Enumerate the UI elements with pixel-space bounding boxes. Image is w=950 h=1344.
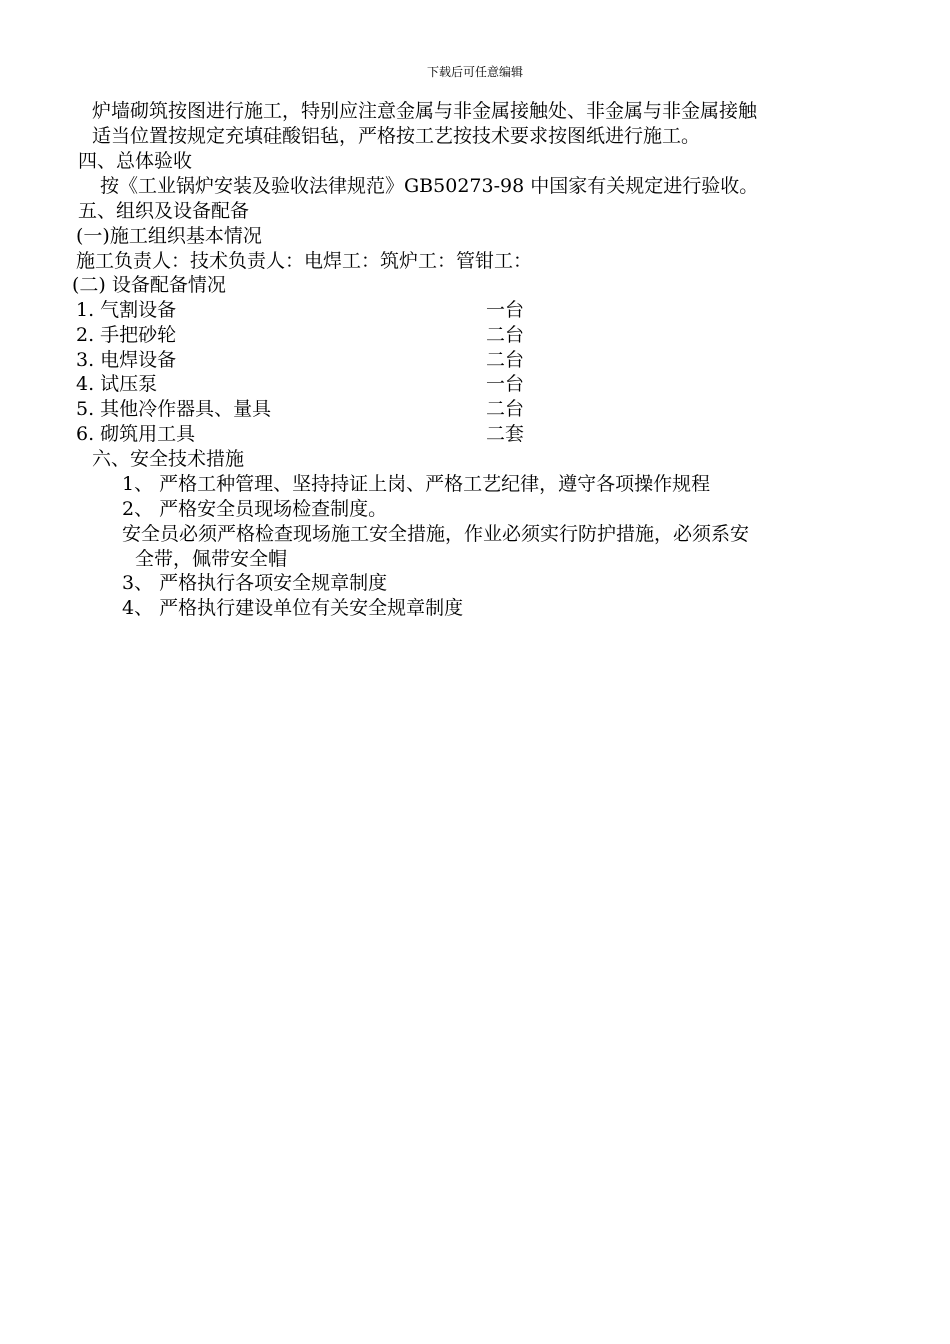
section-title-safety: 六、安全技术措施 <box>92 448 245 470</box>
equipment-name: 6. 砌筑用工具 <box>76 423 196 445</box>
paragraph-line: 按《工业锅炉安装及验收法律规范》GB50273-98 中国家有关规定进行验收。 <box>100 175 759 197</box>
safety-item-3: 3、 严格执行各项安全规章制度 <box>122 572 388 594</box>
equipment-quantity: 二台 <box>486 398 525 420</box>
safety-item-2-detail: 全带，佩带安全帽 <box>135 548 288 570</box>
section-title-organization: 五、组织及设备配备 <box>78 200 250 222</box>
equipment-quantity: 一台 <box>486 373 525 395</box>
safety-item-2-detail: 安全员必须严格检查现场施工安全措施，作业必须实行防护措施，必须系安 <box>122 523 750 545</box>
equipment-quantity: 二套 <box>486 423 525 445</box>
staff-line: 施工负责人：技术负责人：电焊工：筑炉工：管钳工： <box>76 250 533 272</box>
subsection-title-staff: (一)施工组织基本情况 <box>76 225 262 247</box>
equipment-quantity: 一台 <box>486 299 525 321</box>
safety-item-4: 4、 严格执行建设单位有关安全规章制度 <box>122 597 464 619</box>
equipment-name: 5. 其他冷作器具、量具 <box>76 398 272 420</box>
safety-item-1: 1、 严格工种管理、坚持持证上岗、严格工艺纪律，遵守各项操作规程 <box>122 473 711 495</box>
equipment-quantity: 二台 <box>486 324 525 346</box>
equipment-quantity: 二台 <box>486 349 525 371</box>
equipment-name: 3. 电焊设备 <box>76 349 177 371</box>
paragraph-line: 炉墙砌筑按图进行施工，特别应注意金属与非金属接触处、非金属与非金属接触 <box>92 100 758 122</box>
equipment-name: 1. 气割设备 <box>76 299 177 321</box>
equipment-name: 4. 试压泵 <box>76 373 158 395</box>
section-title-acceptance: 四、总体验收 <box>78 150 193 172</box>
page-header: 下载后可任意编辑 <box>426 65 523 79</box>
paragraph-line: 适当位置按规定充填硅酸铝毡，严格按工艺按技术要求按图纸进行施工。 <box>92 125 701 147</box>
safety-item-2: 2、 严格安全员现场检查制度。 <box>122 498 388 520</box>
equipment-name: 2. 手把砂轮 <box>76 324 177 346</box>
subsection-title-equipment: (二) 设备配备情况 <box>72 274 226 296</box>
